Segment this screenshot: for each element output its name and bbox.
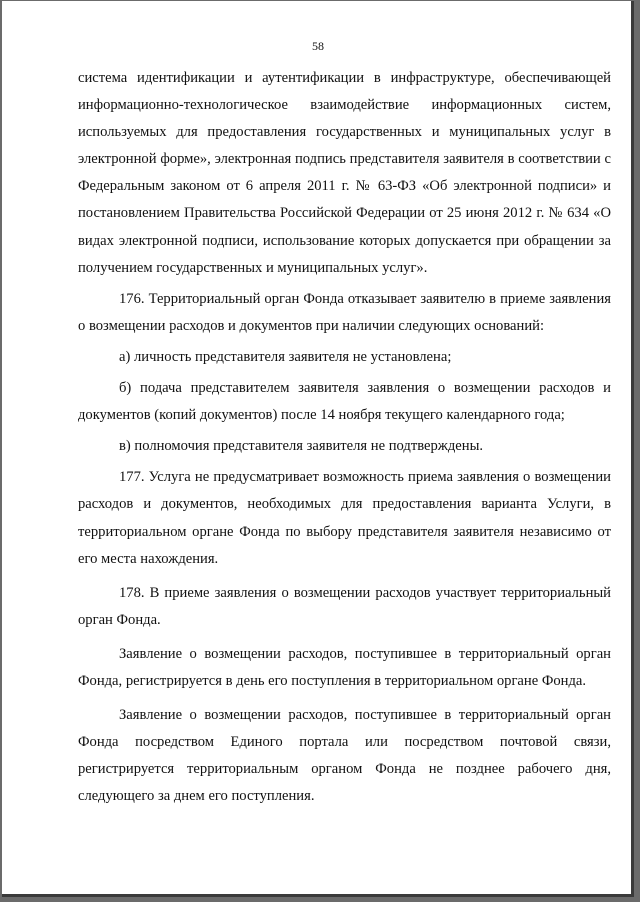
paragraph-176-item-b: б) подача представителем заявителя заявления о возмещении расходов и документов (копий документов) после 14 ноября текущего календарного года;: [78, 380, 611, 424]
paragraph-178: 178. В приеме заявления о возмещении расходов участвует территориальный орган Фонда.: [78, 584, 611, 628]
paragraph-176-item-a: а) личность представителя заявителя не установлена;: [119, 348, 452, 365]
paragraph-178-registration: Заявление о возмещении расходов, поступившее в территориальный орган Фонда, регистрируется в день его поступления в территориальном органе Фонда.: [78, 645, 611, 689]
paragraph-176: 176. Территориальный орган Фонда отказывает заявителю в приеме заявления о возмещении расходов и документов при наличии следующих оснований:: [78, 290, 611, 334]
paragraph-continuation: система идентификации и аутентификации в инфраструктуре, обеспечивающей информационно-технологическое взаимодействие информационных систем, используемых для предоставления государственных и муниципальных услуг в электронной форме», электронная подпись представителя заявителя в соответствии с Федеральным законом от 6 апреля 2011 г. № 63-ФЗ «Об электронной подписи» и постановлением Правительства Российской Федерации от 25 июня 2012 г. № 634 «О видах электронной подписи, использование которых допускается при обращении за получением государственных и муниципальных услуг».: [78, 70, 611, 276]
paragraph-177: 177. Услуга не предусматривает возможность приема заявления о возмещении расходов и документов, необходимых для предоставления варианта Услуги, в территориальном органе Фонда по выбору представителя заявителя независимо от его места нахождения.: [78, 469, 611, 567]
paragraph-176-item-c: в) полномочия представителя заявителя не подтверждены.: [119, 438, 484, 455]
paragraph-178-portal-registration: Заявление о возмещении расходов, поступившее в территориальный орган Фонда посредством Единого портала или посредством почтовой связи, регистрируется территориальным органом Фонда не позднее рабочего дня, следующего за днем его поступления.: [78, 707, 611, 805]
document-body: [78, 65, 611, 810]
page-number: 58: [312, 39, 324, 53]
document-page: [2, 1, 634, 897]
